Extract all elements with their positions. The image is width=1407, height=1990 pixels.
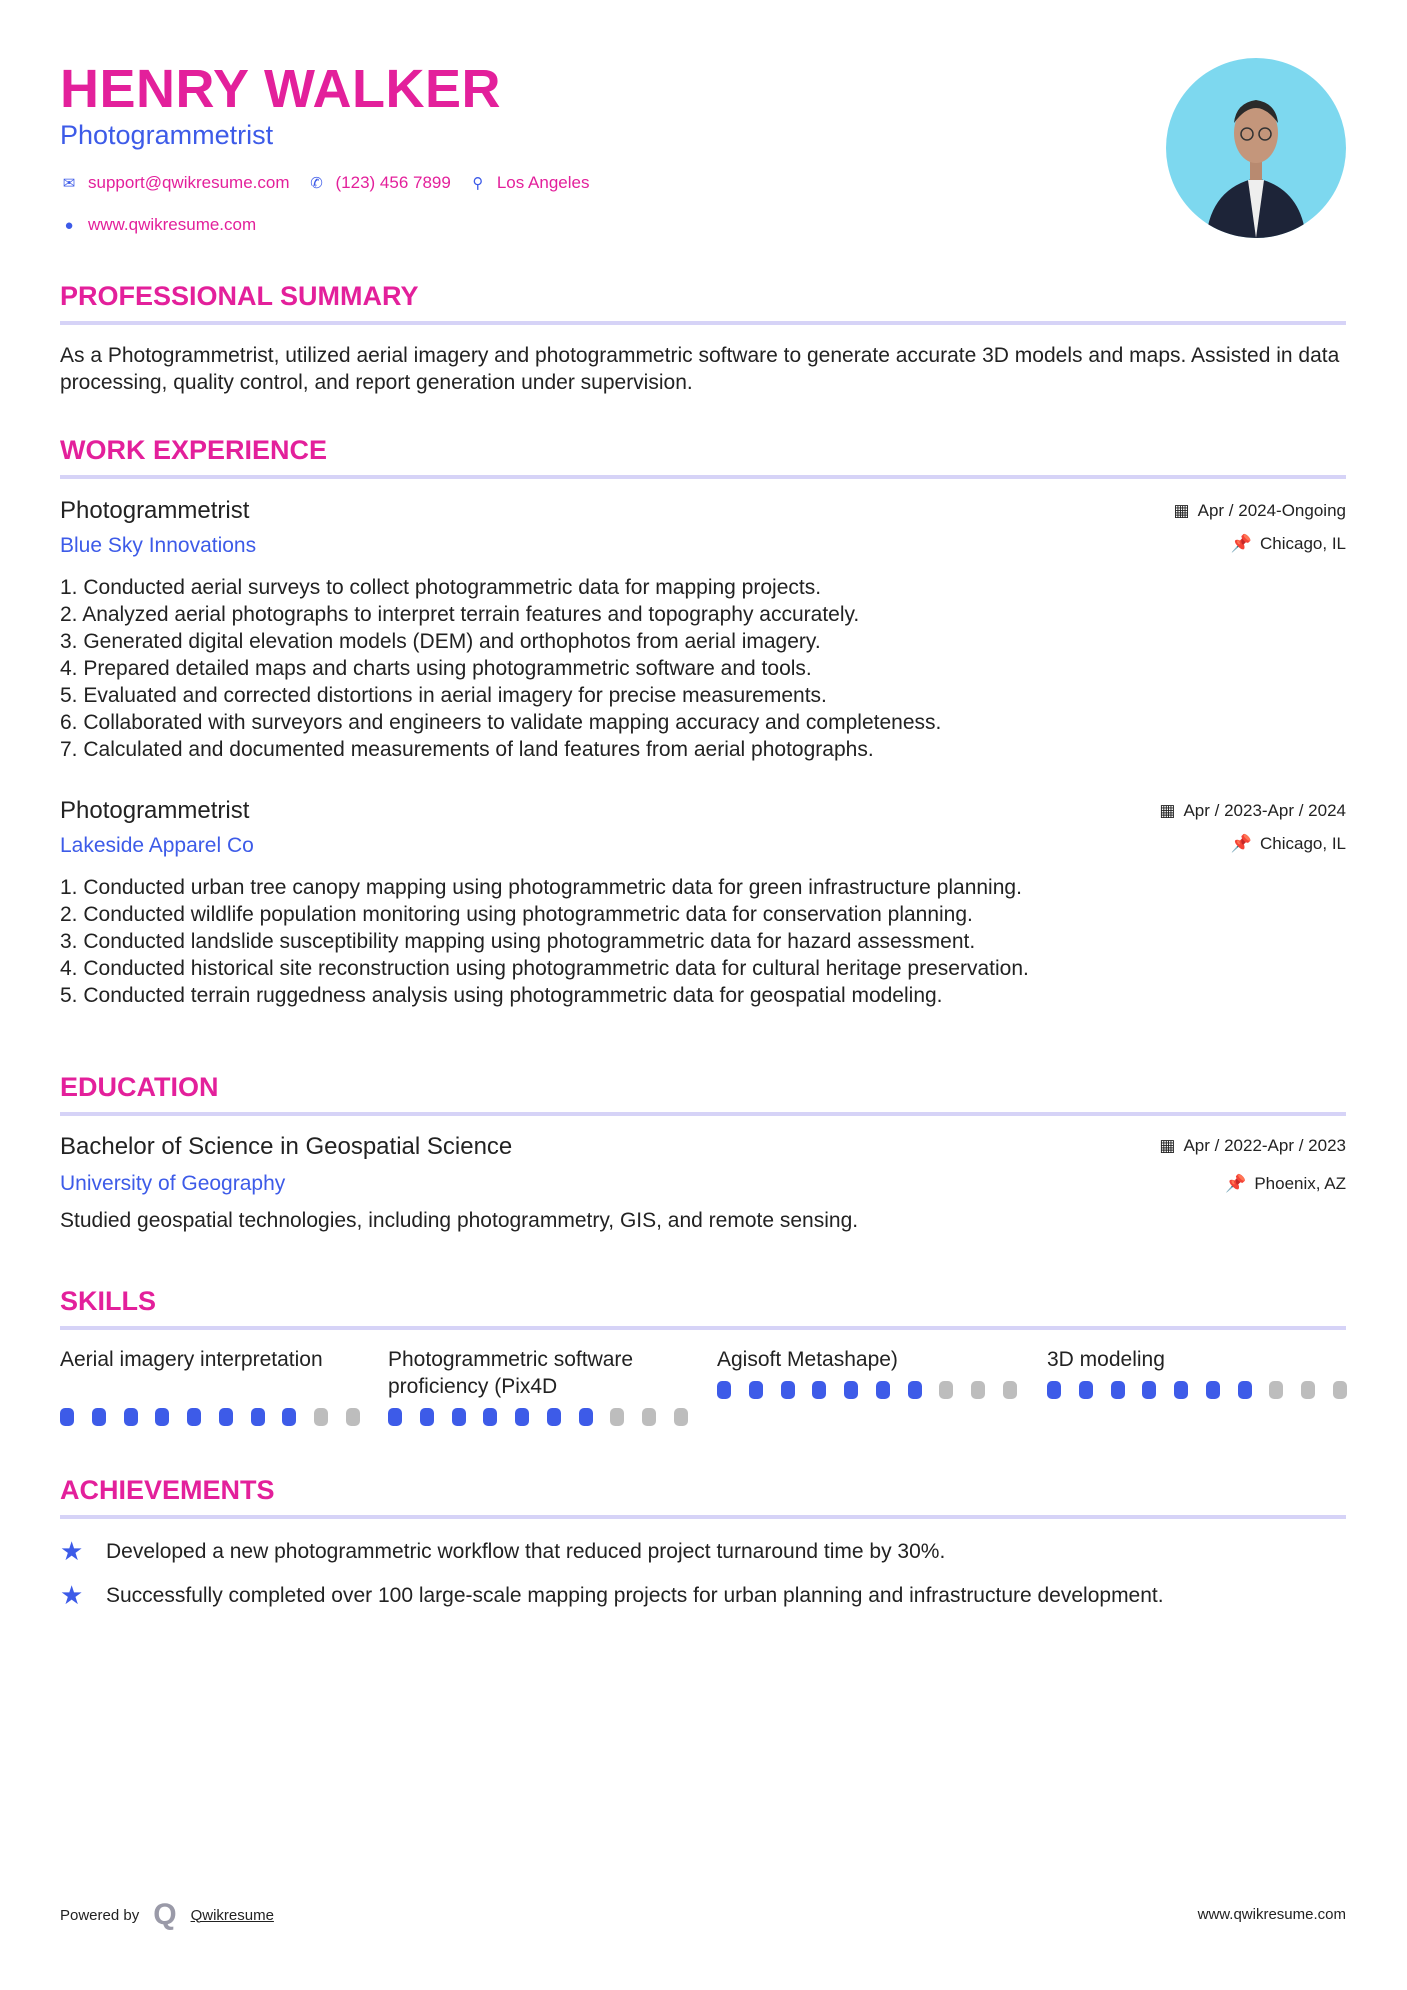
qwikresume-logo-icon: Q xyxy=(153,1898,177,1931)
rating-dot-empty xyxy=(1003,1381,1017,1399)
bullet-list xyxy=(60,874,1029,1009)
footer-site[interactable]: www.qwikresume.com xyxy=(1197,1906,1346,1923)
location-text: Chicago, IL xyxy=(1260,834,1346,853)
skill-rating xyxy=(717,1381,1017,1399)
section-heading-experience: WORK EXPERIENCE xyxy=(60,435,328,465)
star-icon: ★ xyxy=(60,1536,84,1566)
rating-dot-empty xyxy=(939,1381,953,1399)
pin-icon: 📌 xyxy=(1230,834,1252,853)
school: University of Geography xyxy=(60,1172,286,1195)
bullet-item: 3. Generated digital elevation models (DEM) and orthophotos from aerial imagery. xyxy=(60,630,821,653)
star-icon: ★ xyxy=(60,1580,84,1610)
rating-dot-filled xyxy=(547,1408,561,1426)
email-link[interactable]: support@qwikresume.com xyxy=(88,173,290,192)
rating-dot-filled xyxy=(187,1408,201,1426)
rating-dot-filled xyxy=(219,1408,233,1426)
rating-dot-filled xyxy=(60,1408,74,1426)
location-text: Phoenix, AZ xyxy=(1254,1174,1346,1193)
rating-dot-filled xyxy=(1111,1381,1125,1399)
job-role: Photogrammetrist xyxy=(60,497,250,524)
degree: Bachelor of Science in Geospatial Science xyxy=(60,1133,513,1160)
divider xyxy=(60,475,1346,479)
rating-dot-filled xyxy=(717,1381,731,1399)
rating-dot-filled xyxy=(1206,1381,1220,1399)
candidate-title: Photogrammetrist xyxy=(60,120,274,150)
footer-left xyxy=(60,1898,274,1932)
rating-dot-empty xyxy=(1333,1381,1347,1399)
rating-dot-filled xyxy=(812,1381,826,1399)
brand-link[interactable]: Qwikresume xyxy=(190,1906,274,1924)
education-dates xyxy=(1159,1136,1346,1156)
rating-dot-filled xyxy=(1238,1381,1252,1399)
rating-dot-filled xyxy=(420,1408,434,1426)
rating-dot-filled xyxy=(1047,1381,1061,1399)
location-text: Los Angeles xyxy=(496,173,590,192)
bullet-list xyxy=(60,574,941,763)
skill-rating xyxy=(388,1408,688,1426)
company: Blue Sky Innovations xyxy=(60,534,257,557)
job-location xyxy=(1231,834,1346,854)
job-dates xyxy=(1174,501,1346,521)
divider xyxy=(60,1112,1346,1116)
bullet-item: 1. Conducted urban tree canopy mapping using photogrammetric data for green infrastructure planning. xyxy=(60,876,1022,899)
skill-rating xyxy=(60,1408,360,1426)
phone-icon: ✆ xyxy=(310,175,323,192)
map-pin-icon: ⚲ xyxy=(472,175,484,192)
rating-dot-filled xyxy=(282,1408,296,1426)
rating-dot-filled xyxy=(876,1381,890,1399)
job-role: Photogrammetrist xyxy=(60,797,250,824)
job-dates xyxy=(1159,801,1346,821)
rating-dot-filled xyxy=(251,1408,265,1426)
rating-dot-filled xyxy=(452,1408,466,1426)
rating-dot-filled xyxy=(579,1408,593,1426)
profile-photo xyxy=(1166,58,1346,238)
rating-dot-empty xyxy=(346,1408,360,1426)
rating-dot-filled xyxy=(388,1408,402,1426)
dates-text: Apr / 2024-Ongoing xyxy=(1197,501,1346,520)
divider xyxy=(60,1326,1346,1330)
dates-text: Apr / 2023-Apr / 2024 xyxy=(1183,801,1346,820)
envelope-icon: ✉ xyxy=(62,175,76,192)
contact-row xyxy=(60,173,589,193)
divider xyxy=(60,1515,1346,1519)
skill-item xyxy=(388,1346,688,1426)
bullet-item: 3. Conducted landslide susceptibility mapping using photogrammetric data for hazard assessment. xyxy=(60,930,976,953)
education-description: Studied geospatial technologies, including photogrammetry, GIS, and remote sensing. xyxy=(60,1209,859,1232)
globe-icon: ● xyxy=(64,216,74,234)
rating-dot-empty xyxy=(1301,1381,1315,1399)
rating-dot-empty xyxy=(674,1408,688,1426)
bullet-item: 4. Conducted historical site reconstruction using photogrammetric data for cultural heritage preservation. xyxy=(60,957,1029,980)
rating-dot-filled xyxy=(1079,1381,1093,1399)
calendar-icon: ▦ xyxy=(1159,801,1176,820)
skill-rating xyxy=(1047,1381,1347,1399)
pin-icon: 📌 xyxy=(1225,1174,1247,1193)
rating-dot-empty xyxy=(610,1408,624,1426)
skill-name: 3D modeling xyxy=(1047,1348,1165,1371)
achievement-text: Developed a new photogrammetric workflow that reduced project turnaround time by 30%. xyxy=(106,1539,946,1563)
rating-dot-filled xyxy=(483,1408,497,1426)
skill-item xyxy=(717,1346,1017,1399)
rating-dot-filled xyxy=(1174,1381,1188,1399)
rating-dot-empty xyxy=(642,1408,656,1426)
rating-dot-filled xyxy=(155,1408,169,1426)
rating-dot-empty xyxy=(1269,1381,1283,1399)
rating-dot-filled xyxy=(844,1381,858,1399)
section-heading-summary: PROFESSIONAL SUMMARY xyxy=(60,281,419,311)
person-silhouette-icon xyxy=(1166,58,1346,238)
dates-text: Apr / 2022-Apr / 2023 xyxy=(1183,1136,1346,1155)
phone-text: (123) 456 7899 xyxy=(335,173,451,192)
company: Lakeside Apparel Co xyxy=(60,834,254,857)
bullet-item: 5. Evaluated and corrected distortions in aerial imagery for precise measurements. xyxy=(60,684,827,707)
education-location xyxy=(1225,1174,1346,1194)
rating-dot-filled xyxy=(781,1381,795,1399)
website-link[interactable]: www.qwikresume.com xyxy=(88,215,257,234)
rating-dot-filled xyxy=(1142,1381,1156,1399)
bullet-item: 2. Conducted wildlife population monitoring using photogrammetric data for conservation planning. xyxy=(60,903,973,926)
rating-dot-filled xyxy=(92,1408,106,1426)
divider xyxy=(60,321,1346,325)
bullet-item: 1. Conducted aerial surveys to collect photogrammetric data for mapping projects. xyxy=(60,576,822,599)
location-text: Chicago, IL xyxy=(1260,534,1346,553)
skill-name: Photogrammetric software proficiency (Pix4D xyxy=(388,1348,634,1398)
job-location xyxy=(1231,534,1346,554)
rating-dot-empty xyxy=(314,1408,328,1426)
skill-name: Aerial imagery interpretation xyxy=(60,1348,323,1371)
website-row xyxy=(60,215,256,235)
calendar-icon: ▦ xyxy=(1173,501,1190,520)
bullet-item: 5. Conducted terrain ruggedness analysis using photogrammetric data for geospatial modeling. xyxy=(60,984,943,1007)
pin-icon: 📌 xyxy=(1230,534,1252,553)
skill-name: Agisoft Metashape) xyxy=(717,1348,898,1371)
section-heading-achievements: ACHIEVEMENTS xyxy=(60,1475,275,1505)
skill-item xyxy=(1047,1346,1347,1399)
rating-dot-filled xyxy=(124,1408,138,1426)
skill-item xyxy=(60,1346,360,1426)
rating-dot-filled xyxy=(749,1381,763,1399)
bullet-item: 2. Analyzed aerial photographs to interpret terrain features and topography accurately. xyxy=(60,603,860,626)
summary-text: As a Photogrammetrist, utilized aerial imagery and photogrammetric software to generate accurate 3D models and maps. Assisted in data processing, quality control, and report generation under supervision. xyxy=(60,344,1340,394)
section-heading-education: EDUCATION xyxy=(60,1072,219,1102)
achievement-item xyxy=(60,1580,1164,1611)
section-heading-skills: SKILLS xyxy=(60,1286,157,1316)
candidate-name: HENRY WALKER xyxy=(60,59,502,119)
rating-dot-filled xyxy=(515,1408,529,1426)
rating-dot-filled xyxy=(908,1381,922,1399)
powered-by-text: Powered by xyxy=(60,1906,140,1924)
bullet-item: 7. Calculated and documented measurements of land features from aerial photographs. xyxy=(60,738,874,761)
bullet-item: 6. Collaborated with surveyors and engineers to validate mapping accuracy and completeness. xyxy=(60,711,942,734)
achievement-text: Successfully completed over 100 large-scale mapping projects for urban planning and infrastructure development. xyxy=(106,1583,1164,1607)
rating-dot-empty xyxy=(971,1381,985,1399)
bullet-item: 4. Prepared detailed maps and charts using photogrammetric software and tools. xyxy=(60,657,812,680)
calendar-icon: ▦ xyxy=(1159,1136,1176,1155)
achievement-item xyxy=(60,1536,945,1567)
